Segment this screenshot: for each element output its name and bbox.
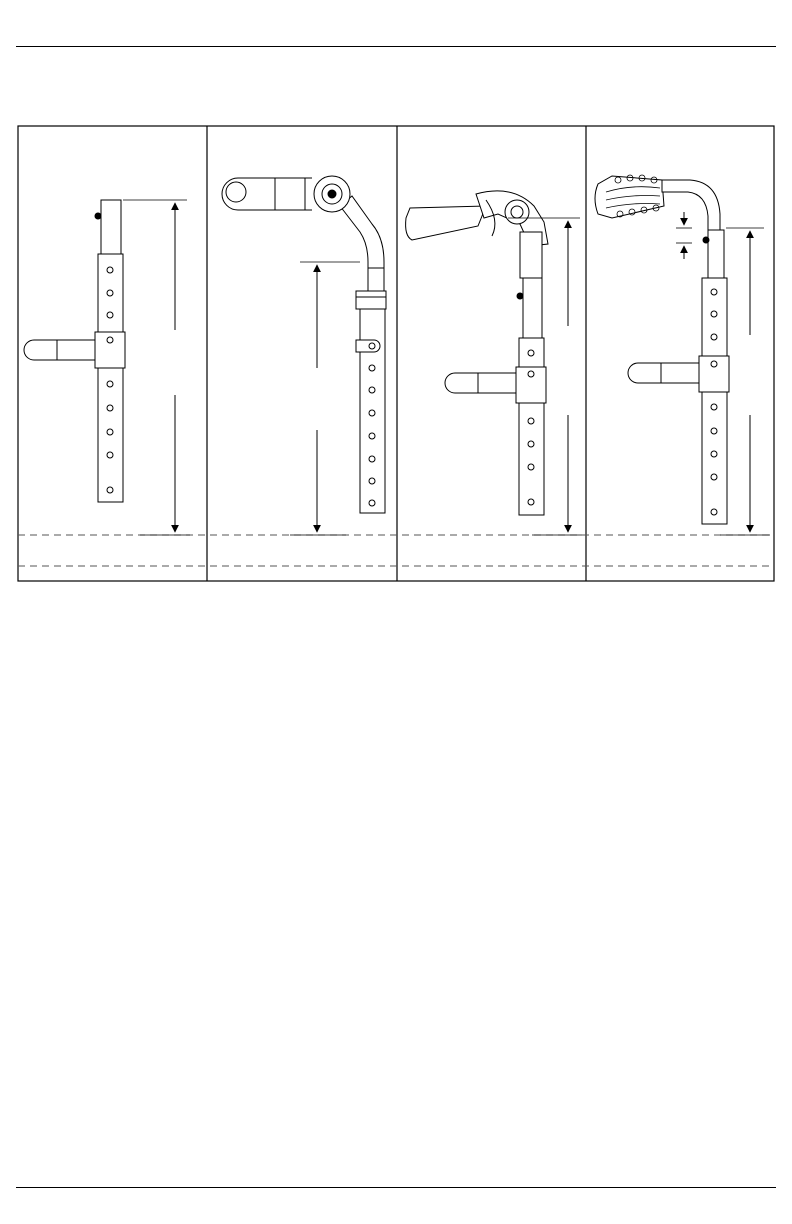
bent-tube bbox=[340, 196, 384, 292]
reference-lines bbox=[18, 535, 774, 566]
tube-collar bbox=[356, 291, 386, 309]
side-grip bbox=[445, 373, 517, 393]
tube-insert bbox=[708, 230, 724, 278]
upper-tube bbox=[523, 278, 542, 338]
bottom-rule bbox=[16, 1187, 776, 1188]
side-grip bbox=[628, 363, 700, 383]
panel-1 bbox=[24, 200, 190, 535]
lock-knob bbox=[356, 340, 380, 352]
clamp-block bbox=[520, 232, 542, 278]
textured-grip bbox=[595, 176, 664, 218]
tube-insert bbox=[101, 200, 121, 254]
angled-grip bbox=[406, 206, 486, 240]
side-grip bbox=[24, 340, 96, 360]
extension-tube bbox=[519, 338, 544, 515]
panel-4 bbox=[595, 175, 770, 535]
panel-2 bbox=[222, 176, 386, 535]
pin-knob bbox=[95, 213, 101, 219]
panel-3 bbox=[406, 191, 582, 535]
